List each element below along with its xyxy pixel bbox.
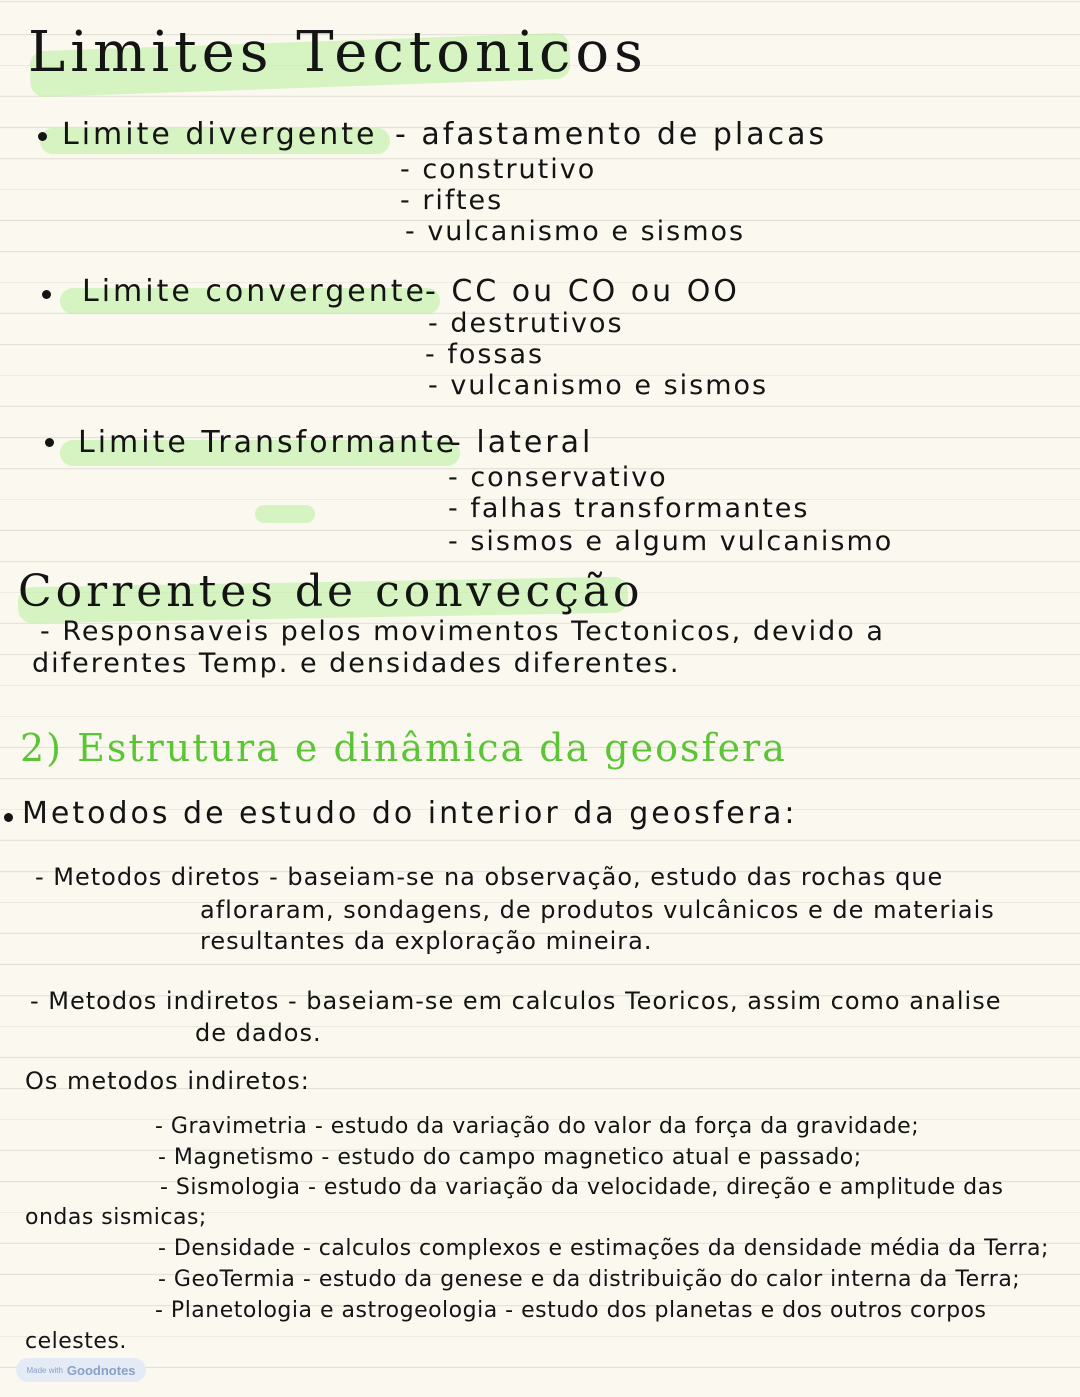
- made-with-goodnotes-badge: [16, 1358, 146, 1382]
- transform-item: - lateral: [450, 425, 594, 460]
- divergent-item: - riftes: [400, 185, 504, 216]
- transform-highlight-smudge: [255, 505, 315, 523]
- indirect-list-item: ondas sismicas;: [25, 1205, 207, 1230]
- divergent-item: - construtivo: [400, 154, 597, 185]
- convergent-item: - destrutivos: [428, 308, 624, 339]
- page-title: Limites Tectonicos: [28, 20, 648, 85]
- transform-item: - conservativo: [448, 462, 668, 493]
- convection-heading: Correntes de convecção: [18, 566, 644, 617]
- badge-brand: Goodnotes: [66, 1362, 136, 1378]
- indirect-list-item: celestes.: [25, 1329, 127, 1354]
- methods-title: Metodos de estudo do interior da geosfera:: [22, 796, 798, 831]
- transform-item: - sismos e algum vulcanismo: [448, 526, 894, 557]
- indirect-list-item: - Gravimetria - estudo da variação do valor da força da gravidade;: [155, 1114, 920, 1139]
- indirect-methods-line: - Metodos indiretos - baseiam-se em calculos Teoricos, assim como analise: [30, 987, 1002, 1015]
- indirect-list-title: Os metodos indiretos:: [25, 1067, 310, 1095]
- indirect-list-item: - Sismologia - estudo da variação da velocidade, direção e amplitude das: [160, 1175, 1004, 1200]
- transform-item: - falhas transformantes: [448, 493, 810, 524]
- divergent-item: - vulcanismo e sismos: [405, 216, 746, 247]
- bullet: [4, 813, 13, 822]
- direct-methods-line: resultantes da exploração mineira.: [200, 927, 653, 955]
- bullet: [45, 438, 54, 447]
- convergent-item: - vulcanismo e sismos: [428, 370, 769, 401]
- convergent-item: - fossas: [425, 339, 545, 370]
- indirect-methods-line: de dados.: [195, 1019, 322, 1047]
- divergent-item: - afastamento de placas: [395, 117, 828, 152]
- convergent-label: Limite convergente: [82, 274, 427, 309]
- convection-line: - Responsaveis pelos movimentos Tectonicos, devido a: [40, 616, 885, 647]
- section-heading: 2) Estrutura e dinâmica da geosfera: [20, 726, 787, 770]
- divergent-label: Limite divergente: [62, 117, 378, 152]
- bullet: [38, 132, 47, 141]
- convection-line: diferentes Temp. e densidades diferentes.: [32, 648, 681, 679]
- bullet: [42, 290, 51, 299]
- direct-methods-line: afloraram, sondagens, de produtos vulcânicos e de materiais: [200, 896, 995, 924]
- indirect-list-item: - Magnetismo - estudo do campo magnetico atual e passado;: [158, 1145, 862, 1170]
- transform-label: Limite Transformante: [78, 425, 458, 460]
- convergent-item: - CC ou CO ou OO: [425, 274, 740, 309]
- indirect-list-item: - Densidade - calculos complexos e estimações da densidade média da Terra;: [158, 1236, 1049, 1261]
- indirect-list-item: - GeoTermia - estudo da genese e da distribuição do calor interna da Terra;: [158, 1267, 1021, 1292]
- direct-methods-line: - Metodos diretos - baseiam-se na observação, estudo das rochas que: [35, 863, 944, 891]
- badge-prefix: Made with: [26, 1365, 63, 1375]
- indirect-list-item: - Planetologia e astrogeologia - estudo dos planetas e dos outros corpos: [155, 1298, 987, 1323]
